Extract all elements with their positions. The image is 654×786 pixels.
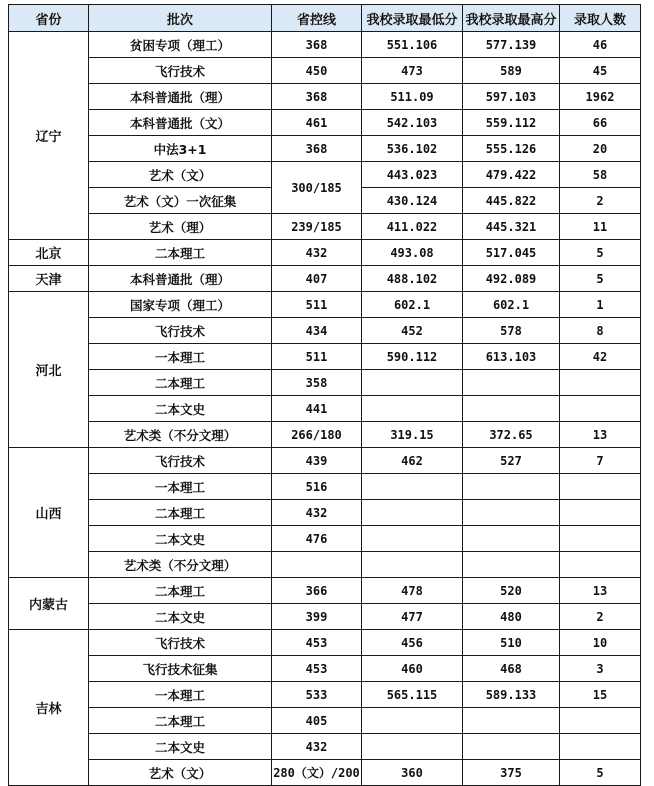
batch-cell: 一本理工 bbox=[89, 474, 272, 500]
control-line-cell: 368 bbox=[272, 136, 362, 162]
min-score-cell: 488.102 bbox=[362, 266, 463, 292]
table-row bbox=[9, 58, 641, 84]
batch-cell: 艺术类（不分文理） bbox=[89, 422, 272, 448]
batch-cell: 二本理工 bbox=[89, 240, 272, 266]
admitted-count-cell: 42 bbox=[560, 344, 641, 370]
control-line-cell: 300/185 bbox=[272, 162, 362, 214]
table-row bbox=[9, 474, 641, 500]
control-line-cell: 461 bbox=[272, 110, 362, 136]
control-line-cell: 432 bbox=[272, 240, 362, 266]
min-score-cell: 590.112 bbox=[362, 344, 463, 370]
province-cell: 辽宁 bbox=[9, 32, 89, 240]
max-score-cell: 527 bbox=[463, 448, 560, 474]
admitted-count-cell bbox=[560, 526, 641, 552]
admitted-count-cell bbox=[560, 370, 641, 396]
batch-cell: 二本理工 bbox=[89, 708, 272, 734]
control-line-cell: 368 bbox=[272, 84, 362, 110]
admitted-count-cell: 10 bbox=[560, 630, 641, 656]
table-header bbox=[9, 5, 641, 32]
batch-cell: 艺术类（不分文理） bbox=[89, 552, 272, 578]
max-score-cell: 589 bbox=[463, 58, 560, 84]
table-row bbox=[9, 422, 641, 448]
max-score-cell: 479.422 bbox=[463, 162, 560, 188]
table-body bbox=[9, 32, 641, 786]
table-row bbox=[9, 214, 641, 240]
admitted-count-cell: 15 bbox=[560, 682, 641, 708]
table-row bbox=[9, 552, 641, 578]
min-score-cell: 493.08 bbox=[362, 240, 463, 266]
table-row bbox=[9, 526, 641, 552]
control-line-cell: 399 bbox=[272, 604, 362, 630]
max-score-cell: 375 bbox=[463, 760, 560, 786]
batch-cell: 二本理工 bbox=[89, 500, 272, 526]
max-score-cell: 597.103 bbox=[463, 84, 560, 110]
max-score-cell bbox=[463, 734, 560, 760]
min-score-cell: 542.103 bbox=[362, 110, 463, 136]
admitted-count-cell bbox=[560, 396, 641, 422]
admitted-count-cell bbox=[560, 708, 641, 734]
table-row bbox=[9, 396, 641, 422]
control-line-cell: 239/185 bbox=[272, 214, 362, 240]
header-min-score: 我校录取最低分 bbox=[362, 5, 463, 32]
max-score-cell: 445.822 bbox=[463, 188, 560, 214]
admitted-count-cell: 2 bbox=[560, 188, 641, 214]
table-row bbox=[9, 682, 641, 708]
table-row bbox=[9, 110, 641, 136]
min-score-cell: 565.115 bbox=[362, 682, 463, 708]
max-score-cell bbox=[463, 708, 560, 734]
admitted-count-cell bbox=[560, 552, 641, 578]
control-line-cell: 358 bbox=[272, 370, 362, 396]
table-row bbox=[9, 240, 641, 266]
min-score-cell bbox=[362, 708, 463, 734]
admitted-count-cell: 11 bbox=[560, 214, 641, 240]
control-line-cell: 476 bbox=[272, 526, 362, 552]
min-score-cell: 452 bbox=[362, 318, 463, 344]
admitted-count-cell: 5 bbox=[560, 240, 641, 266]
control-line-cell: 432 bbox=[272, 734, 362, 760]
table-row bbox=[9, 136, 641, 162]
max-score-cell: 510 bbox=[463, 630, 560, 656]
header-admitted-count: 录取人数 bbox=[560, 5, 641, 32]
header-max-score: 我校录取最高分 bbox=[463, 5, 560, 32]
admission-score-table bbox=[8, 4, 641, 786]
table-row bbox=[9, 500, 641, 526]
batch-cell: 二本文史 bbox=[89, 734, 272, 760]
control-line-cell: 450 bbox=[272, 58, 362, 84]
max-score-cell: 589.133 bbox=[463, 682, 560, 708]
admitted-count-cell: 8 bbox=[560, 318, 641, 344]
min-score-cell: 319.15 bbox=[362, 422, 463, 448]
table-row bbox=[9, 84, 641, 110]
table-row bbox=[9, 630, 641, 656]
header-row bbox=[9, 5, 641, 32]
batch-cell: 一本理工 bbox=[89, 344, 272, 370]
max-score-cell: 445.321 bbox=[463, 214, 560, 240]
admitted-count-cell bbox=[560, 500, 641, 526]
control-line-cell bbox=[272, 552, 362, 578]
batch-cell: 贫困专项（理工） bbox=[89, 32, 272, 58]
batch-cell: 飞行技术 bbox=[89, 318, 272, 344]
min-score-cell: 456 bbox=[362, 630, 463, 656]
table-row bbox=[9, 448, 641, 474]
control-line-cell: 439 bbox=[272, 448, 362, 474]
max-score-cell: 602.1 bbox=[463, 292, 560, 318]
min-score-cell bbox=[362, 552, 463, 578]
min-score-cell: 411.022 bbox=[362, 214, 463, 240]
max-score-cell: 517.045 bbox=[463, 240, 560, 266]
admitted-count-cell: 66 bbox=[560, 110, 641, 136]
max-score-cell bbox=[463, 370, 560, 396]
batch-cell: 飞行技术 bbox=[89, 630, 272, 656]
batch-cell: 本科普通批（理） bbox=[89, 266, 272, 292]
control-line-cell: 511 bbox=[272, 292, 362, 318]
min-score-cell: 551.106 bbox=[362, 32, 463, 58]
max-score-cell bbox=[463, 396, 560, 422]
min-score-cell: 602.1 bbox=[362, 292, 463, 318]
table-row bbox=[9, 32, 641, 58]
batch-cell: 艺术（文）一次征集 bbox=[89, 188, 272, 214]
min-score-cell: 462 bbox=[362, 448, 463, 474]
min-score-cell: 443.023 bbox=[362, 162, 463, 188]
admitted-count-cell bbox=[560, 474, 641, 500]
batch-cell: 二本文史 bbox=[89, 526, 272, 552]
batch-cell: 飞行技术征集 bbox=[89, 656, 272, 682]
admitted-count-cell: 13 bbox=[560, 422, 641, 448]
min-score-cell: 477 bbox=[362, 604, 463, 630]
province-cell: 吉林 bbox=[9, 630, 89, 786]
min-score-cell: 473 bbox=[362, 58, 463, 84]
control-line-cell: 511 bbox=[272, 344, 362, 370]
table-row bbox=[9, 760, 641, 786]
batch-cell: 一本理工 bbox=[89, 682, 272, 708]
header-batch: 批次 bbox=[89, 5, 272, 32]
admitted-count-cell: 3 bbox=[560, 656, 641, 682]
admitted-count-cell: 5 bbox=[560, 760, 641, 786]
min-score-cell: 511.09 bbox=[362, 84, 463, 110]
control-line-cell: 441 bbox=[272, 396, 362, 422]
table-row bbox=[9, 604, 641, 630]
min-score-cell bbox=[362, 370, 463, 396]
control-line-cell: 280（文）/200 bbox=[272, 760, 362, 786]
batch-cell: 飞行技术 bbox=[89, 448, 272, 474]
max-score-cell: 372.65 bbox=[463, 422, 560, 448]
batch-cell: 艺术（文） bbox=[89, 162, 272, 188]
batch-cell: 艺术（理） bbox=[89, 214, 272, 240]
batch-cell: 二本文史 bbox=[89, 604, 272, 630]
table-row bbox=[9, 292, 641, 318]
header-control-line: 省控线 bbox=[272, 5, 362, 32]
admitted-count-cell bbox=[560, 734, 641, 760]
admitted-count-cell: 2 bbox=[560, 604, 641, 630]
control-line-cell: 434 bbox=[272, 318, 362, 344]
admitted-count-cell: 45 bbox=[560, 58, 641, 84]
control-line-cell: 366 bbox=[272, 578, 362, 604]
batch-cell: 二本文史 bbox=[89, 396, 272, 422]
batch-cell: 二本理工 bbox=[89, 578, 272, 604]
table-row bbox=[9, 318, 641, 344]
province-cell: 山西 bbox=[9, 448, 89, 578]
control-line-cell: 516 bbox=[272, 474, 362, 500]
max-score-cell: 468 bbox=[463, 656, 560, 682]
min-score-cell bbox=[362, 734, 463, 760]
province-cell: 内蒙古 bbox=[9, 578, 89, 630]
min-score-cell bbox=[362, 396, 463, 422]
batch-cell: 本科普通批（理） bbox=[89, 84, 272, 110]
admitted-count-cell: 7 bbox=[560, 448, 641, 474]
min-score-cell: 430.124 bbox=[362, 188, 463, 214]
admitted-count-cell: 1962 bbox=[560, 84, 641, 110]
control-line-cell: 405 bbox=[272, 708, 362, 734]
batch-cell: 国家专项（理工） bbox=[89, 292, 272, 318]
admitted-count-cell: 58 bbox=[560, 162, 641, 188]
min-score-cell: 460 bbox=[362, 656, 463, 682]
table-row bbox=[9, 578, 641, 604]
table-row bbox=[9, 656, 641, 682]
max-score-cell bbox=[463, 474, 560, 500]
admitted-count-cell: 13 bbox=[560, 578, 641, 604]
batch-cell: 二本理工 bbox=[89, 370, 272, 396]
batch-cell: 中法3+1 bbox=[89, 136, 272, 162]
max-score-cell bbox=[463, 526, 560, 552]
admission-table-container bbox=[8, 4, 641, 786]
min-score-cell bbox=[362, 526, 463, 552]
table-row bbox=[9, 162, 641, 188]
min-score-cell: 536.102 bbox=[362, 136, 463, 162]
table-row bbox=[9, 266, 641, 292]
max-score-cell: 480 bbox=[463, 604, 560, 630]
table-row bbox=[9, 344, 641, 370]
control-line-cell: 453 bbox=[272, 656, 362, 682]
max-score-cell: 492.089 bbox=[463, 266, 560, 292]
min-score-cell: 360 bbox=[362, 760, 463, 786]
max-score-cell bbox=[463, 552, 560, 578]
batch-cell: 飞行技术 bbox=[89, 58, 272, 84]
table-row bbox=[9, 734, 641, 760]
control-line-cell: 266/180 bbox=[272, 422, 362, 448]
control-line-cell: 432 bbox=[272, 500, 362, 526]
min-score-cell bbox=[362, 500, 463, 526]
admitted-count-cell: 5 bbox=[560, 266, 641, 292]
max-score-cell: 577.139 bbox=[463, 32, 560, 58]
batch-cell: 艺术（文） bbox=[89, 760, 272, 786]
max-score-cell: 555.126 bbox=[463, 136, 560, 162]
header-province: 省份 bbox=[9, 5, 89, 32]
control-line-cell: 368 bbox=[272, 32, 362, 58]
max-score-cell: 578 bbox=[463, 318, 560, 344]
max-score-cell: 613.103 bbox=[463, 344, 560, 370]
min-score-cell bbox=[362, 474, 463, 500]
province-cell: 天津 bbox=[9, 266, 89, 292]
max-score-cell: 520 bbox=[463, 578, 560, 604]
province-cell: 北京 bbox=[9, 240, 89, 266]
admitted-count-cell: 46 bbox=[560, 32, 641, 58]
max-score-cell bbox=[463, 500, 560, 526]
control-line-cell: 533 bbox=[272, 682, 362, 708]
control-line-cell: 453 bbox=[272, 630, 362, 656]
table-row bbox=[9, 708, 641, 734]
admitted-count-cell: 1 bbox=[560, 292, 641, 318]
province-cell: 河北 bbox=[9, 292, 89, 448]
batch-cell: 本科普通批（文） bbox=[89, 110, 272, 136]
max-score-cell: 559.112 bbox=[463, 110, 560, 136]
min-score-cell: 478 bbox=[362, 578, 463, 604]
control-line-cell: 407 bbox=[272, 266, 362, 292]
admitted-count-cell: 20 bbox=[560, 136, 641, 162]
table-row bbox=[9, 370, 641, 396]
